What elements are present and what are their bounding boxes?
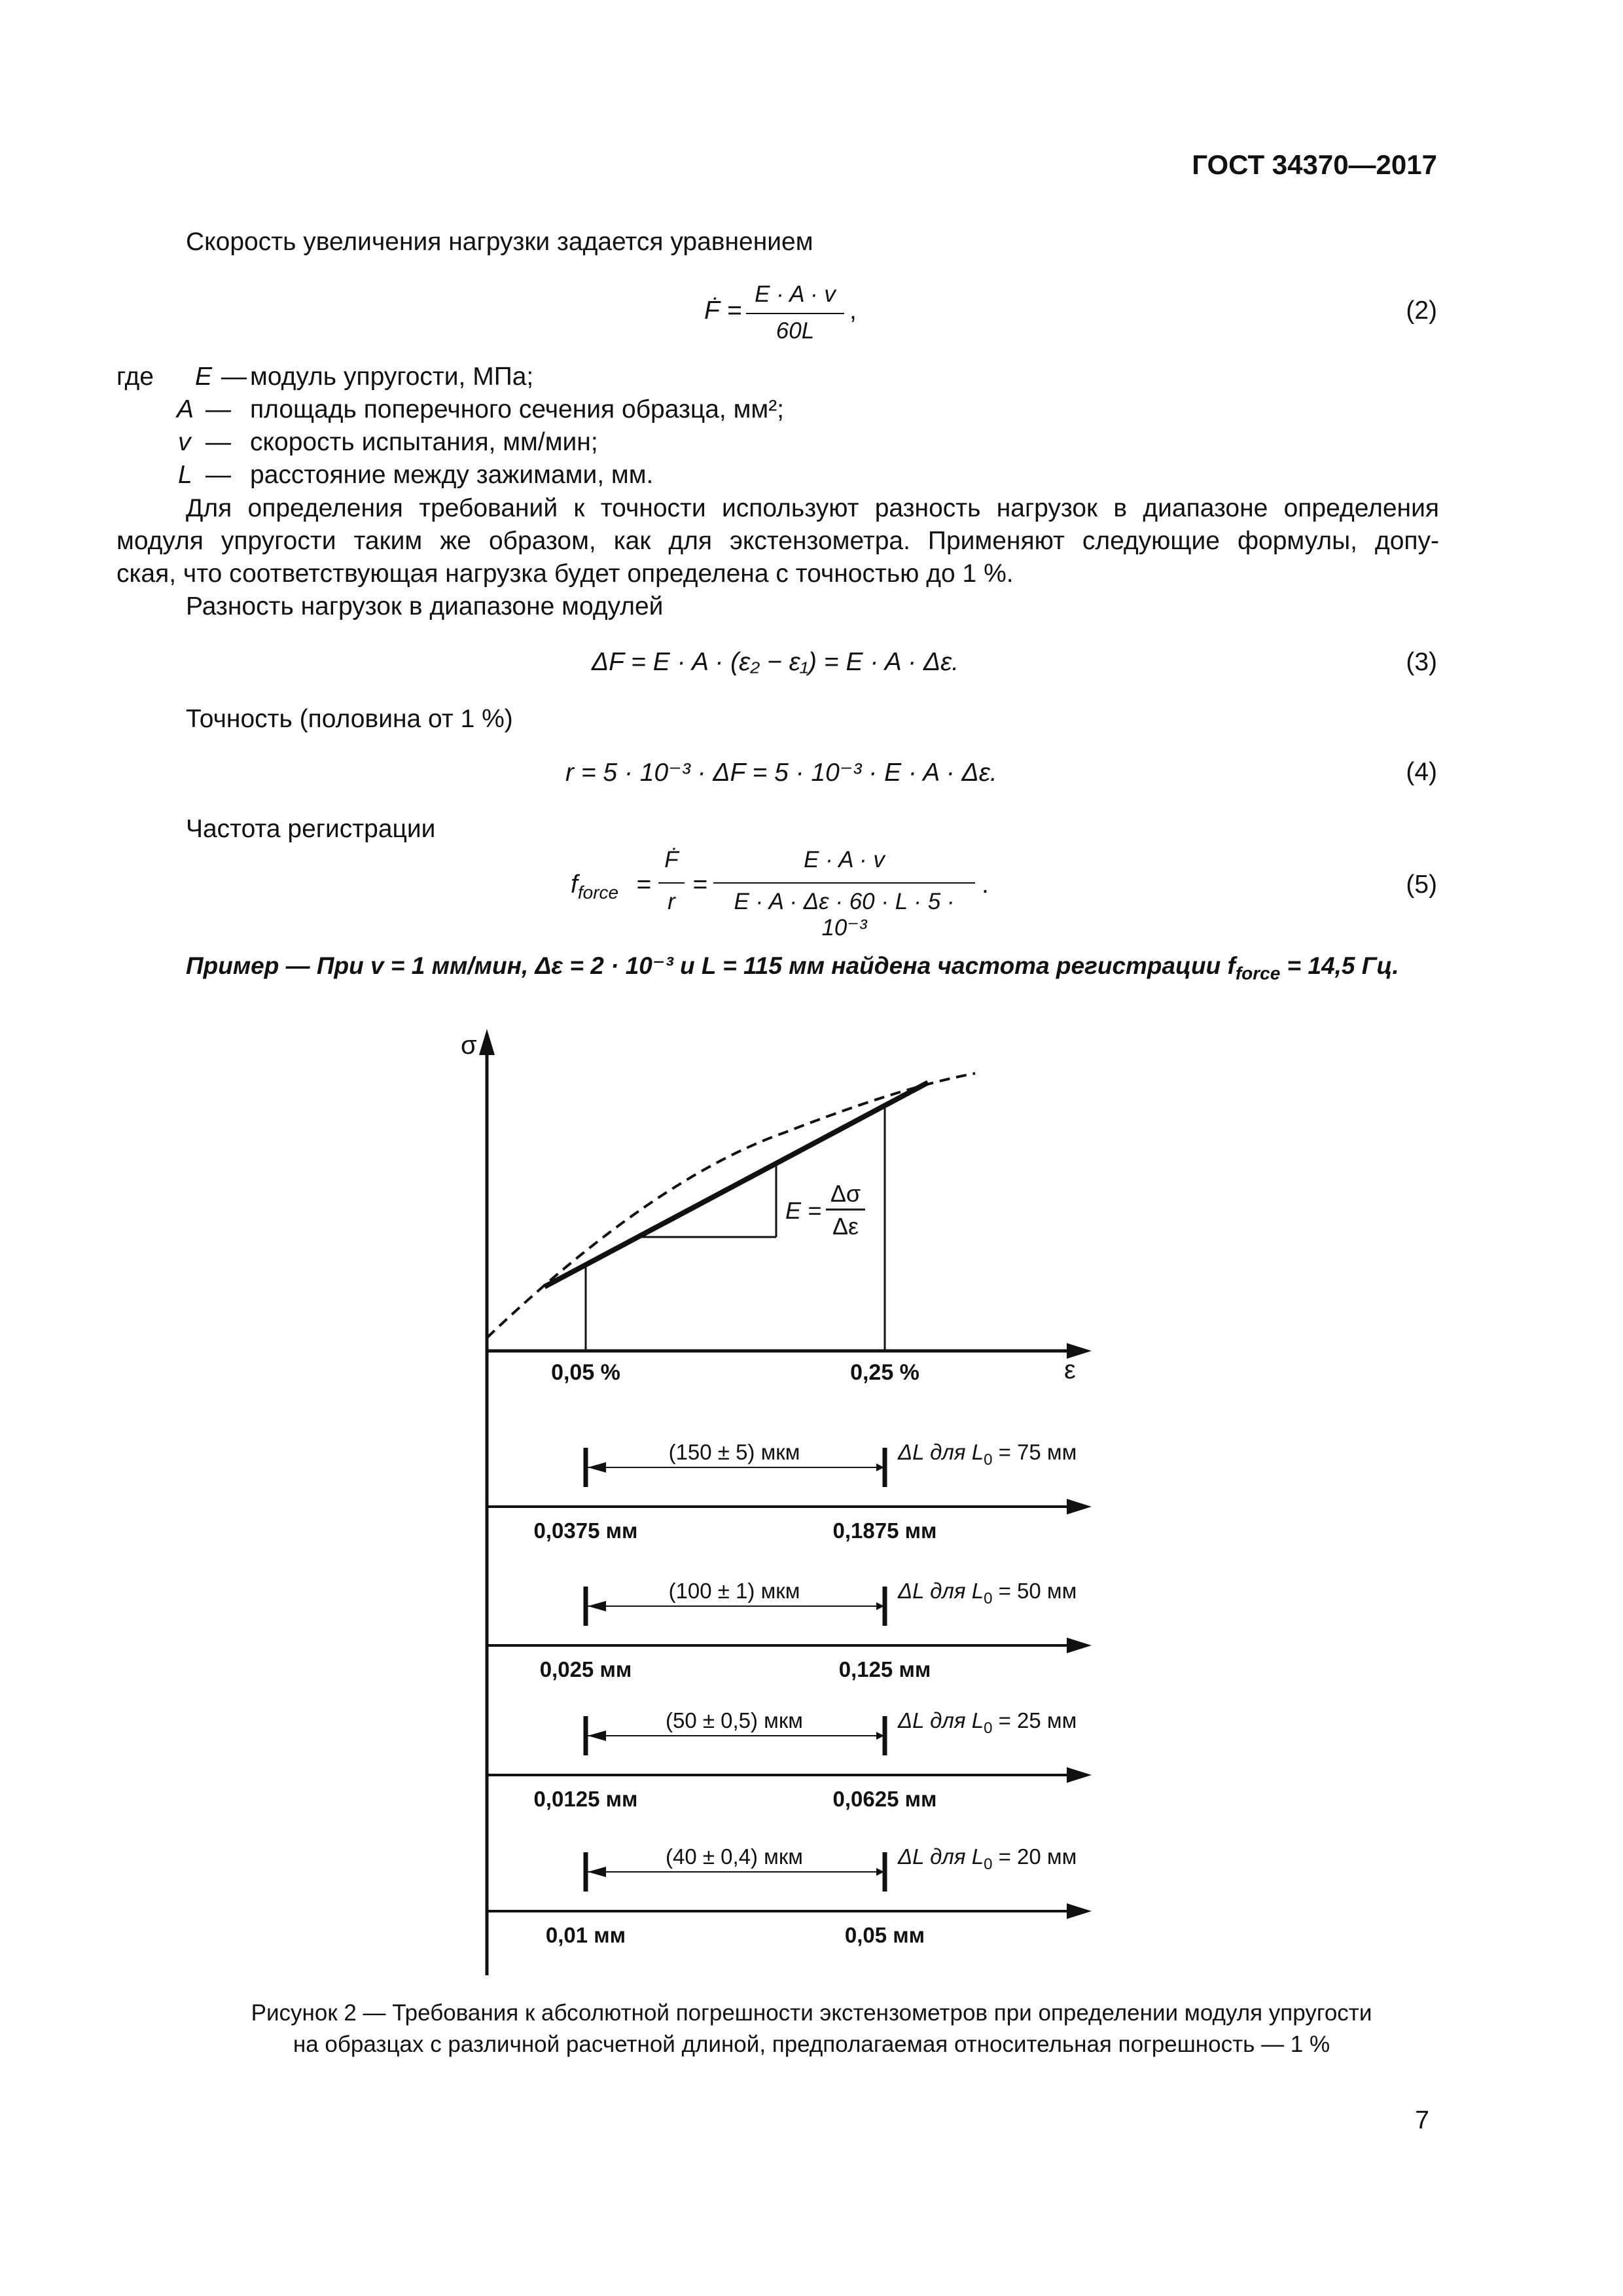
scale-range-label: (40 ± 0,4) мкм xyxy=(666,1844,803,1869)
eq5-f1-numerator: Ḟ xyxy=(664,847,679,872)
modulus-formula-lhs: E = xyxy=(785,1197,822,1224)
load-difference-label: Разность нагрузок в диапазоне модулей xyxy=(186,592,664,620)
scale-axis-arrow xyxy=(1067,1499,1092,1515)
intro-text: Скорость увеличения нагрузки задается уравнением xyxy=(186,228,813,256)
modulus-formula-numerator: Δσ xyxy=(830,1180,861,1207)
scale-length-label xyxy=(897,1579,1077,1607)
gauge-scale-25 xyxy=(487,1708,1092,1811)
page-number: 7 xyxy=(1415,2106,1429,2134)
scale-right-value: 0,1875 мм xyxy=(832,1518,937,1543)
scale-left-value: 0,025 мм xyxy=(539,1657,632,1681)
scale-dimension-arrow-left xyxy=(588,1731,606,1741)
legend-symbol: E xyxy=(195,363,213,391)
legend-symbol: L xyxy=(178,461,192,489)
scale-length-label xyxy=(897,1844,1077,1873)
legend-symbol: A xyxy=(177,395,194,423)
paragraph-line: Для определения требований к точности используют разность нагрузок в диапазоне определения xyxy=(186,494,1439,522)
eq4-number: (4) xyxy=(1406,758,1437,786)
legend-symbol: v xyxy=(178,428,191,456)
eq2-number: (2) xyxy=(1406,296,1437,325)
strain-tick-label: 0,25 % xyxy=(850,1360,919,1385)
scale-dl: ΔL для L xyxy=(898,1579,984,1603)
strain-axis-label: ε xyxy=(1064,1355,1076,1384)
legend-text: расстояние между зажимами, мм. xyxy=(250,461,654,489)
where-lead: где xyxy=(116,363,154,391)
scale-range-label: (100 ± 1) мкм xyxy=(668,1579,800,1603)
scale-axis-arrow xyxy=(1067,1767,1092,1783)
legend-dash: — xyxy=(205,461,231,489)
scale-right-value: 0,0625 мм xyxy=(832,1787,937,1811)
strain-tick-label: 0,05 % xyxy=(551,1360,620,1385)
scale-len: = 20 мм xyxy=(992,1844,1077,1869)
eq5-number: (5) xyxy=(1406,870,1437,899)
eq5-f: f xyxy=(571,870,578,899)
eq5-f2-numerator: E · A · v xyxy=(804,847,885,872)
scale-right-value: 0,125 мм xyxy=(838,1657,931,1681)
scale-dimension-arrow-left xyxy=(588,1601,606,1611)
sigma-axis-label: σ xyxy=(461,1031,477,1060)
scale-sub: 0 xyxy=(984,1590,993,1607)
scale-dimension-arrow-left xyxy=(588,1867,606,1877)
scale-len: = 50 мм xyxy=(992,1579,1077,1603)
gauge-scale-75 xyxy=(487,1440,1092,1543)
frequency-label: Частота регистрации xyxy=(186,815,436,843)
eq3-number: (3) xyxy=(1406,648,1437,676)
eq5-equals2: = xyxy=(692,870,707,899)
scale-range-label: (150 ± 5) мкм xyxy=(668,1440,800,1464)
legend-text: скорость испытания, мм/мин; xyxy=(250,428,598,456)
scale-length-label xyxy=(897,1708,1077,1737)
eq2-tail: , xyxy=(849,296,857,325)
document-header: ГОСТ 34370—2017 xyxy=(1192,149,1437,180)
figure-caption-line-2: на образцах с различной расчетной длиной, предполагаемая относительная погрешность — 1 % xyxy=(293,2032,1330,2057)
scale-sub: 0 xyxy=(984,1719,993,1737)
scale-left-value: 0,0375 мм xyxy=(533,1518,638,1543)
eq2-lhs: Ḟ = xyxy=(704,296,742,325)
eq2-denominator: 60L xyxy=(776,318,815,344)
scale-sub: 0 xyxy=(984,1451,993,1469)
legend-dash: — xyxy=(205,395,231,423)
modulus-formula-denominator: Δε xyxy=(832,1213,859,1240)
stress-strain-curve xyxy=(487,1073,975,1338)
example-subscript: force xyxy=(1235,963,1281,984)
sigma-axis-arrow xyxy=(479,1029,495,1055)
legend-text: площадь поперечного сечения образца, мм²; xyxy=(250,395,785,423)
figure-caption-line-1: Рисунок 2 — Требования к абсолютной погрешности экстензометров при определении модуля упругости xyxy=(251,2000,1372,2026)
scale-dl: ΔL для L xyxy=(898,1440,984,1464)
equation-4: r = 5 · 10⁻³ · ΔF = 5 · 10⁻³ · E · A · Δε. xyxy=(565,759,997,787)
scale-len: = 75 мм xyxy=(992,1440,1077,1464)
example-main: Пример — При v = 1 мм/мин, Δε = 2 · 10⁻³ и L = 115 мм найдена частота регистрации f xyxy=(186,952,1236,979)
eq5-f2-denominator: E · A · Δε · 60 · L · 5 · 10⁻³ xyxy=(734,889,955,941)
scale-sub: 0 xyxy=(984,1856,993,1873)
legend-text: модуль упругости, МПа; xyxy=(250,363,534,391)
scale-dl: ΔL для L xyxy=(898,1844,984,1869)
scale-right-value: 0,05 мм xyxy=(844,1923,925,1947)
scale-length-label xyxy=(897,1440,1077,1469)
scale-dimension-arrow-left xyxy=(588,1462,606,1473)
eq5-equals: = xyxy=(636,870,651,899)
accuracy-label: Точность (половина от 1 %) xyxy=(186,705,513,733)
eq5-f1-denominator: r xyxy=(668,889,675,914)
eq5-tail: . xyxy=(982,870,989,899)
legend-dash: — xyxy=(205,428,231,456)
scale-axis-arrow xyxy=(1067,1903,1092,1919)
paragraph-line: модуля упругости таким же образом, как для экстензометра. Применяют следующие формулы, допу- xyxy=(116,527,1439,555)
secant-line xyxy=(544,1083,928,1287)
gauge-scale-50 xyxy=(487,1579,1092,1681)
scale-axis-arrow xyxy=(1067,1638,1092,1653)
example-tail: = 14,5 Гц. xyxy=(1280,952,1399,979)
paragraph-line: ская, что соответствующая нагрузка будет определена с точностью до 1 %. xyxy=(116,560,1014,588)
scale-range-label: (50 ± 0,5) мкм xyxy=(666,1708,803,1732)
legend-dash: — xyxy=(221,363,247,391)
scale-len: = 25 мм xyxy=(992,1708,1077,1732)
eq5-subscript: force xyxy=(577,882,619,903)
gauge-scale-20 xyxy=(487,1844,1092,1947)
scale-left-value: 0,0125 мм xyxy=(533,1787,638,1811)
equation-3: ΔF = E · A · (ε₂ − ε₁) = E · A · Δε. xyxy=(592,648,959,676)
scale-dl: ΔL для L xyxy=(898,1708,984,1732)
scale-left-value: 0,01 мм xyxy=(545,1923,626,1947)
eq2-numerator: E · A · v xyxy=(755,281,836,307)
